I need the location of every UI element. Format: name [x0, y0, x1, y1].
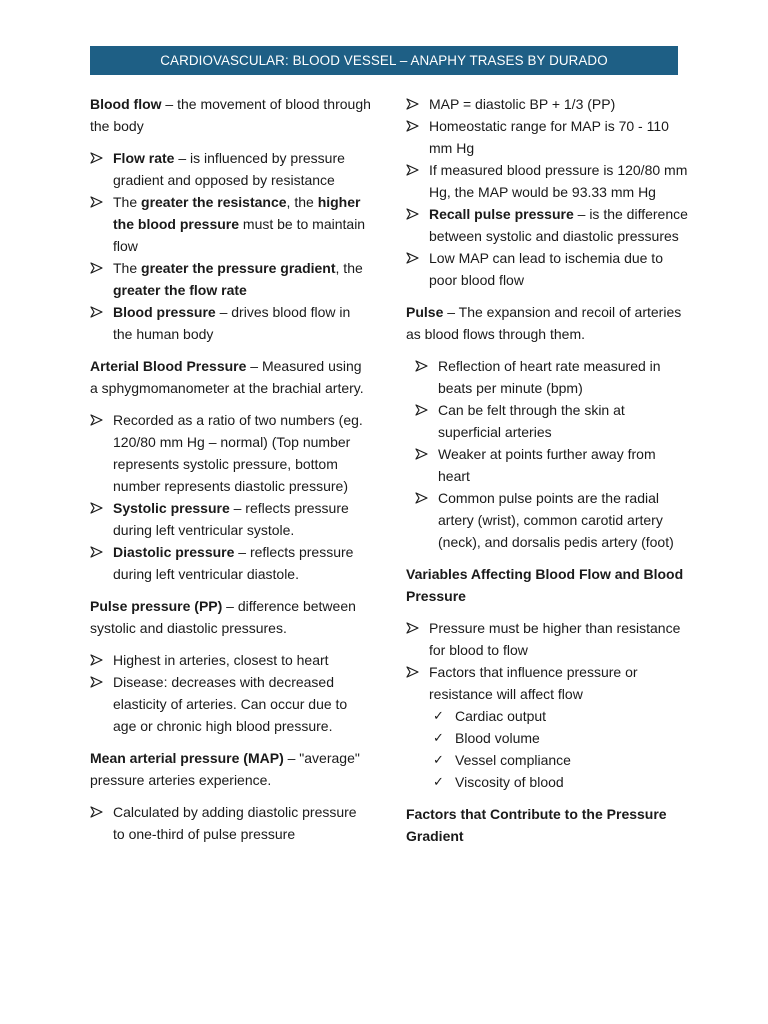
list-item	[406, 617, 688, 661]
item-text: – reflects pressure during left ventricular diastole.	[113, 544, 354, 582]
list-item	[415, 487, 688, 553]
list-item	[415, 443, 688, 487]
list-item	[406, 159, 688, 203]
item-text: – is influenced by pressure gradient and opposed by resistance	[113, 150, 345, 188]
definition-text: – difference between systolic and diastolic pressures.	[90, 598, 356, 636]
left-column	[90, 93, 372, 855]
map-definition	[90, 747, 372, 791]
pulse-pressure-definition	[90, 595, 372, 639]
page-title: CARDIOVASCULAR: BLOOD VESSEL – ANAPHY TRASES BY DURADO	[160, 52, 608, 68]
list-item	[406, 93, 688, 115]
checkmark-icon: ✓	[433, 774, 444, 789]
bullet-list	[406, 355, 688, 553]
bold-text: Recall pulse pressure	[429, 206, 574, 222]
item-text: must be to maintain flow	[113, 216, 366, 254]
list-item	[90, 497, 372, 541]
list-item	[415, 355, 688, 399]
term-bold: Arterial Blood Pressure	[90, 358, 247, 374]
arrowhead-bullet-icon	[90, 671, 104, 693]
checkmark-icon: ✓	[433, 708, 444, 723]
checklist-item	[432, 727, 688, 749]
item-text: , the	[286, 194, 318, 210]
item-text: Homeostatic range for MAP is 70 - 110 mm Hg	[429, 118, 669, 156]
item-text: Factors that influence pressure or resistance will affect flow	[429, 664, 638, 702]
list-item	[90, 301, 372, 345]
checklist-item	[432, 705, 688, 727]
blood-flow-definition	[90, 93, 372, 137]
list-item	[415, 399, 688, 443]
item-text: The	[113, 260, 142, 276]
checklist-item	[432, 771, 688, 793]
item-text: Recorded as a ratio of two numbers (eg. 120/80 mm Hg – normal) (Top number represents systolic pressure, bottom number represents diastolic pressure)	[113, 412, 363, 494]
checklist-text: Cardiac output	[455, 708, 547, 724]
arrowhead-bullet-icon	[406, 247, 420, 269]
term-bold: Pulse pressure (PP)	[90, 598, 223, 614]
bullet-list	[90, 801, 372, 845]
list-item	[406, 661, 688, 705]
bold-text: Systolic pressure	[113, 500, 230, 516]
page-header-banner	[90, 46, 678, 75]
item-text: MAP = diastolic BP + 1/3 (PP)	[429, 96, 616, 112]
checkmark-icon: ✓	[433, 730, 444, 745]
bold-text: greater the pressure gradient	[141, 260, 336, 276]
bold-text: greater the flow rate	[113, 282, 247, 298]
item-text: , the	[335, 260, 363, 276]
bullet-list	[90, 147, 372, 345]
item-text: Disease: decreases with decreased elasticity of arteries. Can occur due to age or chronic high blood pressure.	[113, 674, 348, 734]
item-text: Highest in arteries, closest to heart	[113, 652, 329, 668]
bold-text: Blood pressure	[113, 304, 216, 320]
arrowhead-bullet-icon	[406, 93, 420, 115]
item-text: Low MAP can lead to ischemia due to poor blood flow	[429, 250, 663, 288]
item-text: – reflects pressure during left ventricular systole.	[113, 500, 349, 538]
checkmark-icon: ✓	[433, 752, 444, 767]
definition-text: – "average" pressure arteries experience.	[90, 750, 360, 788]
definition-text: – Measured using a sphygmomanometer at the brachial artery.	[90, 358, 364, 396]
list-item	[406, 203, 688, 247]
item-text: – drives blood flow in the human body	[113, 304, 351, 342]
arrowhead-bullet-icon	[90, 257, 104, 279]
checklist-text: Viscosity of blood	[455, 774, 564, 790]
list-item	[90, 801, 372, 845]
item-text: Reflection of heart rate measured in beats per minute (bpm)	[438, 358, 661, 396]
item-text: Pressure must be higher than resistance for blood to flow	[429, 620, 681, 658]
arrowhead-bullet-icon	[90, 147, 104, 169]
list-item	[90, 409, 372, 497]
list-item	[90, 191, 372, 257]
section-heading: Variables Affecting Blood Flow and Blood Pressure	[406, 566, 684, 604]
arrowhead-bullet-icon	[90, 649, 104, 671]
item-text: – is the difference between systolic and diastolic pressures	[429, 206, 688, 244]
term-bold: Mean arterial pressure (MAP)	[90, 750, 284, 766]
list-item	[90, 257, 372, 301]
checklist-item	[432, 749, 688, 771]
list-item	[406, 115, 688, 159]
arrowhead-bullet-icon	[90, 541, 104, 563]
bullet-list	[406, 617, 688, 705]
arrowhead-bullet-icon	[406, 661, 420, 683]
checklist-text: Blood volume	[455, 730, 540, 746]
bold-text: higher the blood pressure	[113, 194, 361, 232]
item-text: Calculated by adding diastolic pressure to one-third of pulse pressure	[113, 804, 357, 842]
section-heading: Factors that Contribute to the Pressure Gradient	[406, 806, 667, 844]
arrowhead-bullet-icon	[90, 301, 104, 323]
bullet-list	[90, 649, 372, 737]
checklist-text: Vessel compliance	[455, 752, 571, 768]
arrowhead-bullet-icon	[406, 617, 420, 639]
arterial-bp-definition	[90, 355, 372, 399]
list-item	[90, 147, 372, 191]
list-item	[90, 649, 372, 671]
arrowhead-bullet-icon	[415, 399, 429, 421]
pulse-definition	[406, 301, 688, 345]
bold-text: Diastolic pressure	[113, 544, 235, 560]
arrowhead-bullet-icon	[406, 115, 420, 137]
item-text: The	[113, 194, 142, 210]
definition-text: – The expansion and recoil of arteries as blood flows through them.	[406, 304, 682, 342]
list-item	[90, 671, 372, 737]
bullet-list	[406, 93, 688, 291]
arrowhead-bullet-icon	[415, 487, 429, 509]
list-item	[406, 247, 688, 291]
item-text: Common pulse points are the radial artery (wrist), common carotid artery (neck), and dorsalis pedis artery (foot)	[438, 490, 674, 550]
item-text: If measured blood pressure is 120/80 mm Hg, the MAP would be 93.33 mm Hg	[429, 162, 688, 200]
arrowhead-bullet-icon	[406, 203, 420, 225]
arrowhead-bullet-icon	[406, 159, 420, 181]
bold-text: greater the resistance	[141, 194, 287, 210]
checklist	[406, 705, 688, 793]
arrowhead-bullet-icon	[90, 801, 104, 823]
list-item	[90, 541, 372, 585]
right-column	[406, 93, 688, 857]
definition-text: – the movement of blood through the body	[90, 96, 371, 134]
item-text: Weaker at points further away from heart	[438, 446, 656, 484]
arrowhead-bullet-icon	[415, 443, 429, 465]
arrowhead-bullet-icon	[415, 355, 429, 377]
arrowhead-bullet-icon	[90, 191, 104, 213]
item-text: Can be felt through the skin at superficial arteries	[438, 402, 625, 440]
bold-text: Flow rate	[113, 150, 175, 166]
arrowhead-bullet-icon	[90, 497, 104, 519]
arrowhead-bullet-icon	[90, 409, 104, 431]
term-bold: Pulse	[406, 304, 444, 320]
term-bold: Blood flow	[90, 96, 162, 112]
bullet-list	[90, 409, 372, 585]
